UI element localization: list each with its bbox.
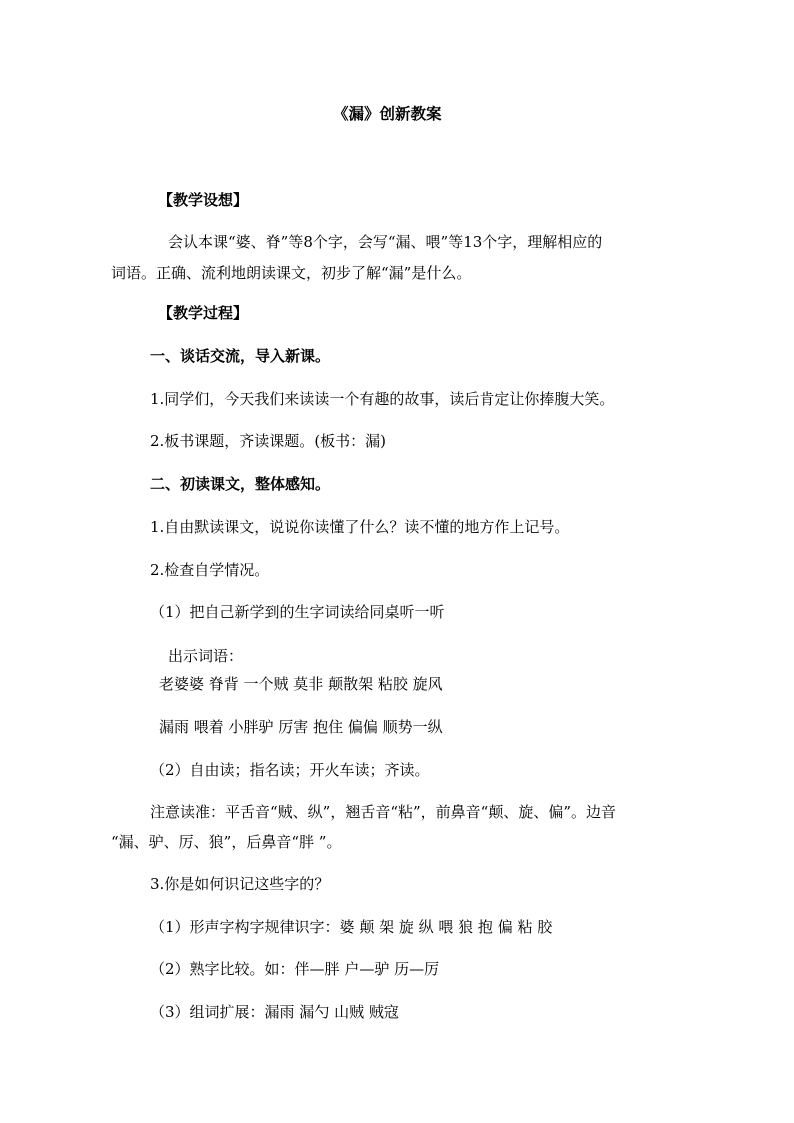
- part2-subitem-1: （1）把自己新学到的生字词读给同桌听一听: [150, 603, 445, 621]
- part1-item-1: 1.同学们，今天我们来读读一个有趣的故事，读后肯定让你捧腹大笑。: [150, 390, 615, 408]
- words-row-2: 漏雨 喂着 小胖驴 厉害 抱住 偏偏 顺势一纵: [159, 718, 443, 736]
- design-text-line-1: 会认本课“婆、脊”等8个字，会写“漏、喂”等13个字，理解相应的: [168, 233, 603, 251]
- note-line-2: “漏、驴、厉、狼”，后鼻音“胖 ”。: [111, 833, 342, 851]
- part2-item-2: 2.检查自学情况。: [150, 561, 270, 579]
- part2-subitem-3-3: （3）组词扩展：漏雨 漏勺 山贼 贼寇: [150, 1003, 399, 1021]
- words-row-1: 老婆婆 脊背 一个贼 莫非 颠散架 粘胶 旋风: [159, 675, 443, 693]
- part1-heading: 一、谈话交流，导入新课。: [150, 347, 331, 365]
- page-title: 《漏》创新教案: [333, 104, 442, 123]
- note-line-1: 注意读准：平舌音“贼、纵”，翘舌音“粘”，前鼻音“颠、旋、偏”。边音: [150, 803, 617, 821]
- part1-item-2: 2.板书课题，齐读课题。(板书：漏): [150, 432, 387, 450]
- part2-item-1: 1.自由默读课文，说说你读懂了什么？读不懂的地方作上记号。: [150, 518, 570, 536]
- part2-subitem-3-2: （2）熟字比较。如：伴—胖 户—驴 历—厉: [150, 960, 440, 978]
- design-heading: 【教学设想】: [158, 191, 249, 209]
- part2-subitem-2: （2）自由读；指名读；开火车读；齐读。: [150, 761, 430, 779]
- part2-heading: 二、初读课文，整体感知。: [150, 475, 331, 493]
- design-text-line-2: 词语。正确、流利地朗读课文，初步了解“漏”是什么。: [111, 264, 472, 282]
- process-heading: 【教学过程】: [158, 304, 249, 322]
- part2-subitem-3-1: （1）形声字构字规律识字：婆 颠 架 旋 纵 喂 狼 抱 偏 粘 胶: [150, 918, 553, 936]
- part2-item-3: 3.你是如何识记这些字的？: [150, 875, 330, 893]
- words-label: 出示词语：: [168, 647, 244, 665]
